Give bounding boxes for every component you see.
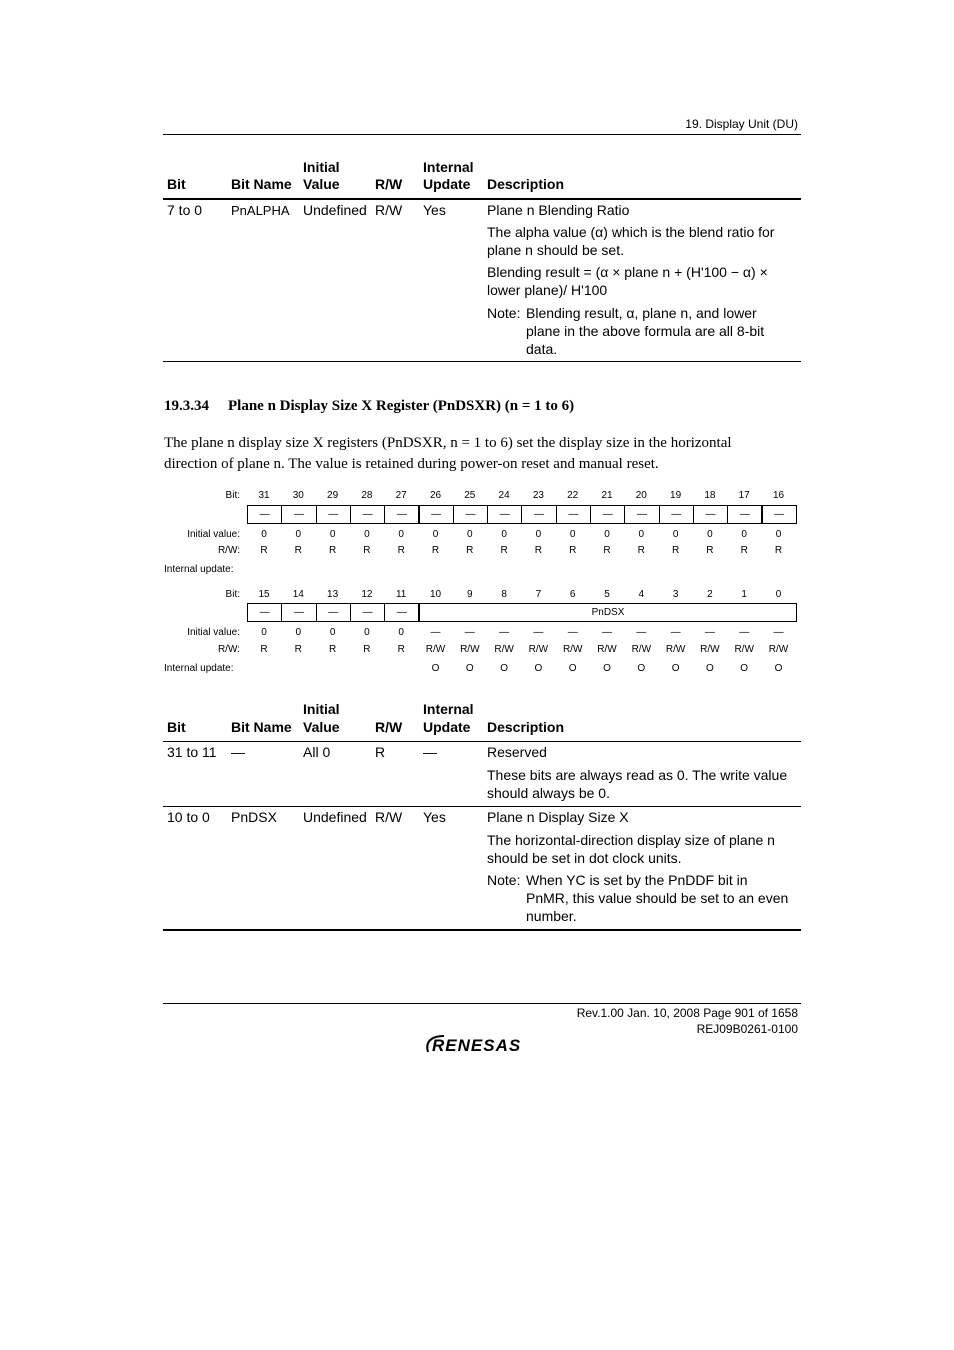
bit-field: — — [590, 505, 625, 524]
bit-number: 2 — [707, 589, 713, 600]
note-label: Note: — [487, 305, 521, 321]
bit-number: 12 — [361, 589, 373, 600]
bit-field: — — [350, 505, 385, 524]
bit-field: — — [316, 603, 351, 622]
initial-value: 0 — [432, 529, 439, 540]
bit-number: 14 — [292, 589, 304, 600]
rw-value: R/W — [734, 644, 754, 655]
row-bit: 31 to 11 — [167, 744, 217, 760]
running-title: 19. Display Unit (DU) — [685, 117, 798, 131]
row-desc-p1: The horizontal-direction display size of plane n should be set in dot clock units. — [487, 832, 775, 866]
bit-field: — — [659, 505, 694, 524]
bit-field: — — [419, 505, 454, 524]
bit-number: 29 — [327, 490, 339, 501]
initial-value: — — [739, 627, 750, 638]
rw-value: R — [774, 545, 783, 556]
col-rw: R/W — [375, 176, 403, 192]
bit-number: 30 — [292, 490, 304, 501]
bit-field: — — [727, 505, 762, 524]
label-bit: Bit: — [225, 589, 240, 600]
rw-value: R — [603, 545, 611, 556]
row-rw: R — [375, 744, 386, 760]
rw-value: R/W — [562, 644, 583, 655]
label-initial-value: Initial value: — [187, 529, 240, 540]
row-initial: All 0 — [303, 744, 331, 760]
initial-value: 0 — [467, 529, 473, 540]
bit-number: 31 — [258, 490, 270, 501]
note-line: Blending result, α, plane n, and lower — [526, 305, 757, 321]
rw-value: R — [397, 644, 405, 655]
row-initial: Undefined — [303, 809, 367, 825]
bit-number: 13 — [327, 589, 339, 600]
note-line: PnMR, this value should be set to an even — [526, 890, 789, 906]
rw-value: R — [328, 644, 337, 655]
initial-value: 0 — [398, 627, 404, 638]
bit-number: 9 — [467, 589, 473, 600]
rw-value: R/W — [460, 644, 480, 655]
col-internal-1: Internal — [423, 701, 474, 717]
bit-number: 20 — [635, 490, 647, 501]
rw-value: R/W — [700, 644, 720, 655]
internal-update-value: O — [465, 663, 474, 674]
bit-field: — — [521, 505, 556, 524]
label-internal-update: Internal update: — [164, 564, 234, 575]
rw-value: R/W — [597, 644, 617, 655]
label-rw: R/W: — [217, 644, 240, 655]
row-update: — — [423, 744, 437, 760]
rw-value: R/W — [665, 644, 686, 655]
bit-field: — — [384, 603, 419, 622]
row-update: Yes — [423, 202, 446, 218]
initial-value: — — [602, 627, 612, 638]
initial-value: 0 — [638, 529, 645, 540]
initial-value: 0 — [741, 529, 747, 540]
rw-value: R/W — [528, 644, 549, 655]
rw-value: R — [534, 545, 542, 556]
bit-field: — — [453, 505, 488, 524]
bit-number: 6 — [569, 589, 576, 600]
rw-value: R — [260, 545, 268, 556]
initial-value: — — [533, 627, 544, 638]
bit-number: 23 — [532, 490, 544, 501]
row-update: Yes — [423, 809, 446, 825]
label-internal-update: Internal update: — [164, 663, 234, 674]
row-desc-p2-line2: lower plane)/ H'100 — [487, 282, 608, 298]
internal-update-value: O — [774, 663, 783, 674]
bit-number: 19 — [670, 490, 682, 501]
bit-field: — — [281, 505, 316, 524]
bit-field: — — [556, 505, 591, 524]
internal-update-value: O — [740, 663, 749, 674]
bit-number: 22 — [567, 490, 579, 501]
note-label: Note: — [487, 872, 521, 888]
initial-value: 0 — [329, 529, 336, 540]
section-number: 19.3.34 — [164, 398, 209, 414]
bit-number: 8 — [501, 589, 507, 600]
initial-value: 0 — [261, 529, 267, 540]
initial-value: 0 — [364, 529, 370, 540]
col-description: Description — [487, 719, 565, 735]
section-paragraph-line: The plane n display size X registers (PnDSXR, n = 1 to 6) set the display size in the horizontal — [164, 435, 732, 451]
initial-value: 0 — [569, 529, 576, 540]
initial-value: — — [670, 627, 681, 638]
bit-field: — — [316, 505, 351, 524]
row-desc-p2-line1: Blending result = (α × plane n + (H'100 − α) × — [487, 264, 768, 280]
rw-value: R — [706, 545, 714, 556]
col-initial-2: Value — [303, 176, 340, 192]
row-desc-title: Reserved — [487, 744, 547, 760]
bit-number: 18 — [704, 490, 716, 501]
row-bit-name: PnDSX — [231, 809, 277, 825]
col-internal-2: Update — [423, 176, 471, 192]
label-rw: R/W: — [217, 545, 240, 556]
initial-value: 0 — [398, 529, 404, 540]
bit-field: — — [762, 505, 797, 524]
rw-value: R — [740, 545, 748, 556]
bit-number: 26 — [429, 490, 442, 501]
rw-value: R/W — [494, 644, 514, 655]
row-desc-p1: The alpha value (α) which is the blend ratio for plane n should be set. — [487, 224, 775, 258]
row-bit-name: — — [231, 744, 245, 760]
bit-number: 17 — [738, 490, 750, 501]
initial-value: 0 — [775, 529, 782, 540]
bit-field: — — [487, 505, 522, 524]
initial-value: — — [499, 627, 510, 638]
row-desc-title: Plane n Display Size X — [487, 809, 629, 825]
internal-update-value: O — [500, 663, 508, 674]
internal-update-value: O — [534, 663, 543, 674]
initial-value: 0 — [501, 529, 507, 540]
bit-number: 5 — [604, 589, 610, 600]
label-bit: Bit: — [225, 490, 240, 501]
col-bit-name: Bit Name — [231, 719, 292, 735]
row-bit-name: PnALPHA — [231, 203, 290, 218]
rw-value: R — [260, 644, 268, 655]
renesas-logo — [422, 1030, 542, 1056]
initial-value: — — [636, 627, 647, 638]
bit-number: 16 — [772, 490, 785, 501]
col-initial-1: Initial — [303, 159, 340, 175]
col-internal-2: Update — [423, 719, 471, 735]
initial-value: — — [567, 627, 578, 638]
initial-value: — — [430, 627, 441, 638]
bit-field: — — [693, 505, 728, 524]
initial-value: — — [704, 627, 715, 638]
rw-value: R/W — [631, 644, 652, 655]
col-initial-1: Initial — [303, 701, 340, 717]
note-line: number. — [526, 908, 577, 924]
internal-update-value: O — [431, 663, 440, 674]
initial-value: 0 — [295, 529, 302, 540]
rw-value: R — [466, 545, 474, 556]
note-line: When YC is set by the PnDDF bit in — [526, 872, 748, 888]
col-bit-name: Bit Name — [231, 176, 292, 192]
row-rw: R/W — [375, 202, 403, 218]
row-bit: 10 to 0 — [167, 809, 210, 825]
bit-number: 1 — [741, 589, 747, 600]
bit-number: 24 — [498, 490, 510, 501]
internal-update-value: O — [637, 663, 646, 674]
bit-field: — — [281, 603, 316, 622]
bit-field: — — [384, 505, 419, 524]
table-header-rule — [163, 741, 801, 742]
rw-value: R — [363, 644, 371, 655]
col-description: Description — [487, 176, 565, 192]
initial-value: 0 — [707, 529, 713, 540]
rw-value: R — [363, 545, 371, 556]
bit-field: — — [350, 603, 385, 622]
internal-update-value: O — [671, 663, 680, 674]
row-separator — [163, 806, 801, 807]
initial-value: 0 — [364, 627, 370, 638]
table-header-rule — [163, 198, 801, 200]
rw-value: R — [294, 545, 302, 556]
row-desc-p1: These bits are always read as 0. The write value should always be 0. — [487, 767, 788, 801]
rw-value: R — [328, 545, 337, 556]
field-pndsx: PnDSX — [419, 603, 797, 622]
rw-value: R — [294, 644, 302, 655]
footer-doc-number: REJ09B0261-0100 — [696, 1022, 798, 1036]
bit-number: 10 — [429, 589, 442, 600]
rw-value: R — [671, 545, 680, 556]
col-bit: Bit — [167, 719, 186, 735]
bit-number: 27 — [395, 490, 407, 501]
row-rw: R/W — [375, 809, 403, 825]
bit-number: 28 — [361, 490, 373, 501]
bit-number: 0 — [775, 589, 782, 600]
rw-value: R — [431, 545, 440, 556]
rw-value: R — [397, 545, 405, 556]
initial-value: 0 — [535, 529, 542, 540]
row-bit: 7 to 0 — [167, 202, 203, 218]
bit-field: — — [247, 505, 282, 524]
initial-value: — — [773, 627, 784, 638]
initial-value: 0 — [261, 627, 267, 638]
bit-number: 7 — [535, 589, 542, 600]
rw-value: R/W — [768, 644, 789, 655]
col-internal-1: Internal — [423, 159, 474, 175]
rw-value: R — [569, 545, 577, 556]
rw-value: R/W — [425, 644, 446, 655]
bit-number: 3 — [672, 589, 679, 600]
renesas-logo-text: RENESAS — [432, 1036, 522, 1055]
bit-number: 25 — [464, 490, 476, 501]
row-desc-title: Plane n Blending Ratio — [487, 202, 630, 218]
note-line: data. — [526, 341, 558, 357]
rw-value: R — [500, 545, 508, 556]
table-bottom-rule — [163, 361, 801, 362]
internal-update-value: O — [603, 663, 611, 674]
note-line: plane in the above formula are all 8-bit — [526, 323, 765, 339]
bit-field: — — [624, 505, 659, 524]
initial-value: 0 — [295, 627, 302, 638]
rw-value: R — [637, 545, 645, 556]
bit-number: 4 — [638, 589, 645, 600]
bit-number: 21 — [601, 490, 613, 501]
initial-value: — — [464, 627, 475, 638]
footer-rule — [163, 1003, 801, 1004]
internal-update-value: O — [706, 663, 714, 674]
internal-update-value: O — [568, 663, 577, 674]
table-bottom-rule — [163, 929, 801, 931]
col-initial-2: Value — [303, 719, 340, 735]
section-title: Plane n Display Size X Register (PnDSXR) (n = 1 to 6) — [228, 398, 575, 414]
row-initial: Undefined — [303, 202, 367, 218]
bit-field: — — [247, 603, 282, 622]
footer-rev: Rev.1.00 Jan. 10, 2008 Page 901 of 1658 — [576, 1006, 798, 1020]
initial-value: 0 — [672, 529, 679, 540]
section-paragraph-line: direction of plane n. The value is retained during power-on reset and manual reset. — [164, 456, 659, 472]
label-initial-value: Initial value: — [187, 627, 240, 638]
bit-number: 11 — [395, 589, 407, 600]
bit-number: 15 — [258, 589, 270, 600]
initial-value: 0 — [329, 627, 336, 638]
header-rule — [163, 134, 801, 135]
col-rw: R/W — [375, 719, 403, 735]
col-bit: Bit — [167, 176, 186, 192]
initial-value: 0 — [604, 529, 610, 540]
